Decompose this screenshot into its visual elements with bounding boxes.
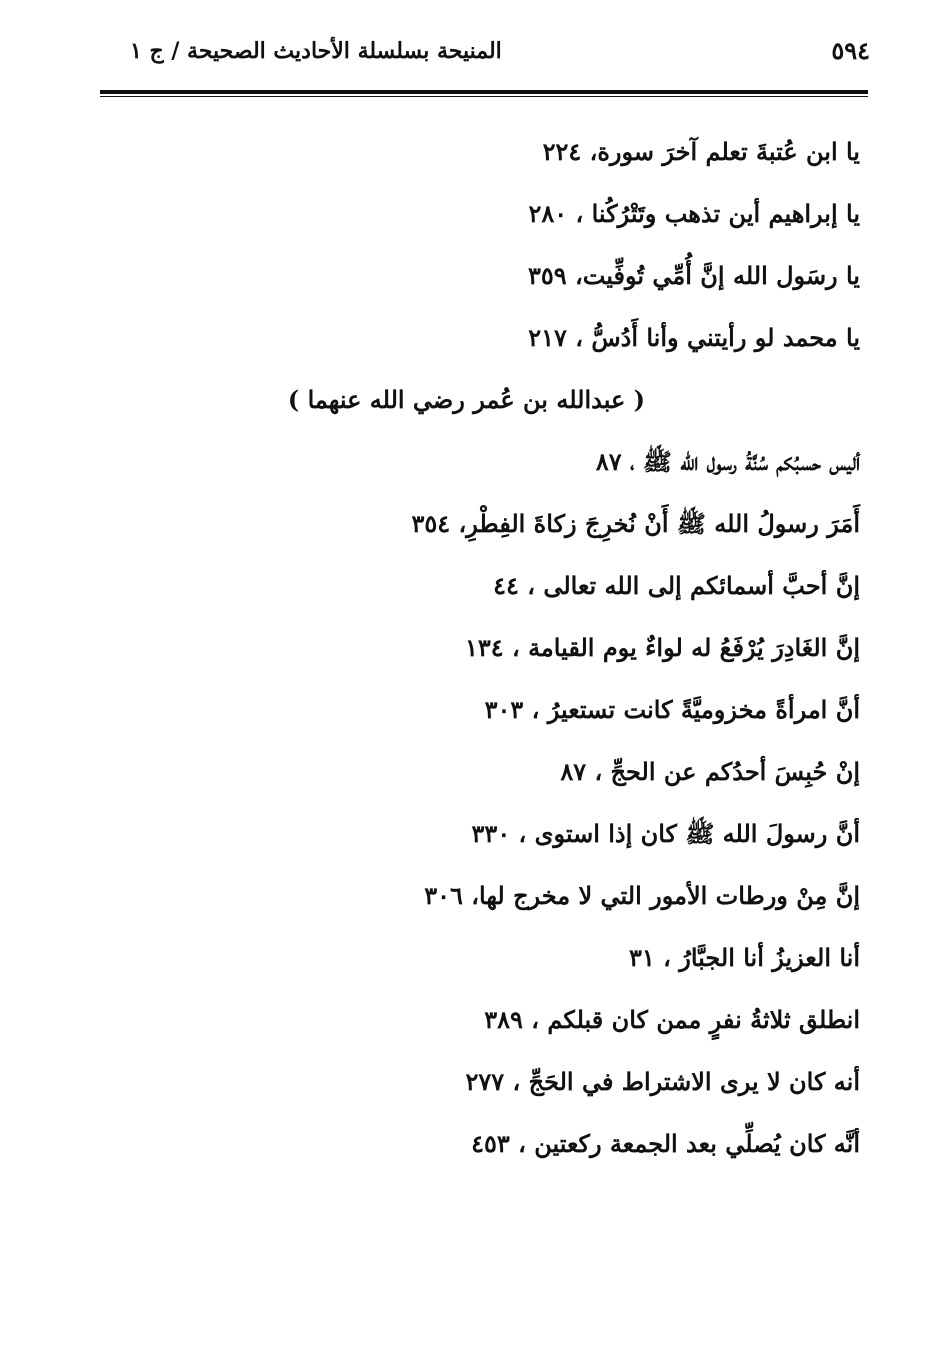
index-entry: يا رسَول الله إنَّ أُمِّي تُوفِّيت، ٣٥٩ xyxy=(527,261,860,290)
index-entry: إنَّ مِنْ ورطات الأمور التي لا مخرج لها، ٣٠٦ xyxy=(424,881,860,910)
index-entry: أنَّ رسولَ الله ﷺ كان إذا استوى ، ٣٣٠ xyxy=(471,819,860,848)
index-list xyxy=(160,132,860,1186)
index-entry: يا محمد لو رأيتني وأنا أَدُسُّ ، ٢١٧ xyxy=(528,323,860,352)
index-entry: أنَّ امرأةً مخزوميَّةً كانت تستعيرُ ، ٣٠٣ xyxy=(484,695,860,724)
header-rule-thick xyxy=(100,90,868,94)
index-entry: أَمَرَ رسولُ الله ﷺ أَنْ نُخرِجَ زكاةَ الفِطْرِ، ٣٥٤ xyxy=(411,509,860,538)
index-entry: إنْ حُبِسَ أحدُكم عن الحجِّ ، ٨٧ xyxy=(560,757,860,786)
index-entry: إنَّ أحبَّ أسمائكم إلى الله تعالى ، ٤٤ xyxy=(493,571,860,600)
index-entry: أليس حسبُكم سُنَّةُ رسول الله ﷺ ، ٨٧ xyxy=(595,447,860,476)
index-entry: يا إبراهيم أين تذهب وتَتْرُكُنا ، ٢٨٠ xyxy=(528,199,860,228)
page-number: ٥٩٤ xyxy=(831,36,870,65)
index-entry: أنا العزيزُ أنا الجبَّارُ ، ٣١ xyxy=(629,943,860,972)
index-entry: أنه كان لا يرى الاشتراط في الحَجِّ ، ٢٧٧ xyxy=(465,1067,860,1096)
section-heading: ( عبدالله بن عُمر رضي الله عنهما ) xyxy=(287,385,645,414)
running-title: المنيحة بسلسلة الأحاديث الصحيحة / ج ١ xyxy=(130,38,502,64)
page-header xyxy=(130,36,870,76)
index-entry: أنَّه كان يُصلِّي بعد الجمعة ركعتين ، ٤٥٣ xyxy=(471,1129,860,1158)
index-entry: إنَّ الغَادِرَ يُرْفَعُ له لواءٌ يوم القيامة ، ١٣٤ xyxy=(464,633,860,662)
index-entry: يا ابن عُتبةَ تعلم آخرَ سورة، ٢٢٤ xyxy=(542,137,860,166)
index-entry: انطلق ثلاثةُ نفرٍ ممن كان قبلكم ، ٣٨٩ xyxy=(484,1005,860,1034)
header-rule-thin xyxy=(100,96,868,97)
